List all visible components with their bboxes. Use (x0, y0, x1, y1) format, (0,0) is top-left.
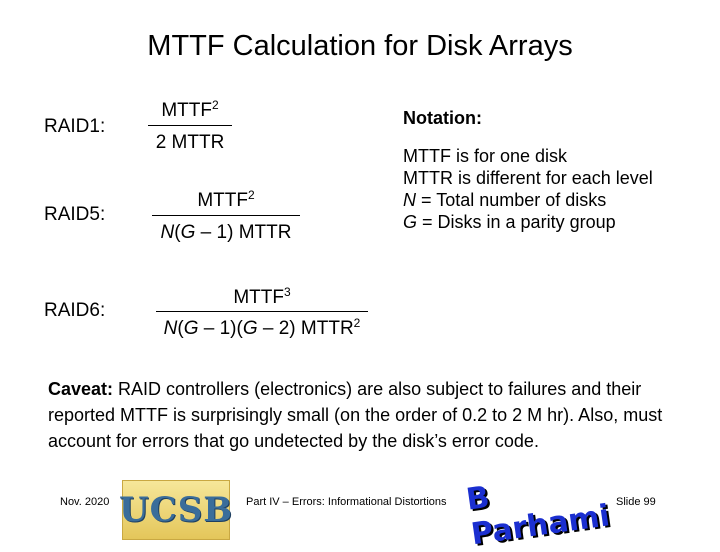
notation-mttf: MTTF is for one disk (403, 146, 568, 166)
footer-part: Part IV – Errors: Informational Distortions (246, 496, 447, 508)
raid5-denominator: N(G – 1) MTTR (160, 222, 292, 243)
raid6-label: RAID6: (44, 300, 106, 321)
raid1-label: RAID1: (44, 116, 106, 137)
raid1-denominator: 2 MTTR (155, 132, 225, 153)
raid5-fraction-bar (152, 215, 300, 216)
ucsb-logo (119, 480, 234, 540)
notation-mttr: MTTR is different for each level (403, 168, 653, 188)
notation-list (403, 145, 703, 233)
raid6-fraction-bar (156, 311, 368, 312)
raid6-denominator: N(G – 1)(G – 2) MTTR$^2$ (163, 316, 361, 339)
slide-title: MTTF Calculation for Disk Arrays (147, 30, 573, 62)
raid1-fraction-bar (148, 125, 232, 126)
notation-g: G = Disks in a parity group (403, 212, 616, 232)
raid1-numerator: MTTF$^2$ (161, 98, 219, 121)
footer-slide-number: Slide 99 (616, 496, 656, 508)
raid5-label: RAID5: (44, 204, 106, 225)
caveat-text: RAID controllers (electronics) are also subject to failures and their reported MTTF is surprisingly small (on the order of 0.2 to 2 M hr). Also, must account for errors that go undetected by the disk’s error code. (48, 379, 663, 451)
raid5-numerator: MTTF$^2$ (197, 188, 255, 211)
caveat-lead: Caveat: (48, 379, 114, 399)
footer-date: Nov. 2020 (60, 496, 110, 508)
notation-n: N = Total number of disks (403, 190, 607, 210)
notation-heading: Notation: (403, 108, 482, 128)
author-signature-logo: B Parhami (464, 479, 612, 552)
ucsb-logo-text: UCSB (119, 490, 234, 530)
caveat-paragraph (48, 376, 708, 454)
raid6-numerator: MTTF$^3$ (233, 285, 291, 308)
